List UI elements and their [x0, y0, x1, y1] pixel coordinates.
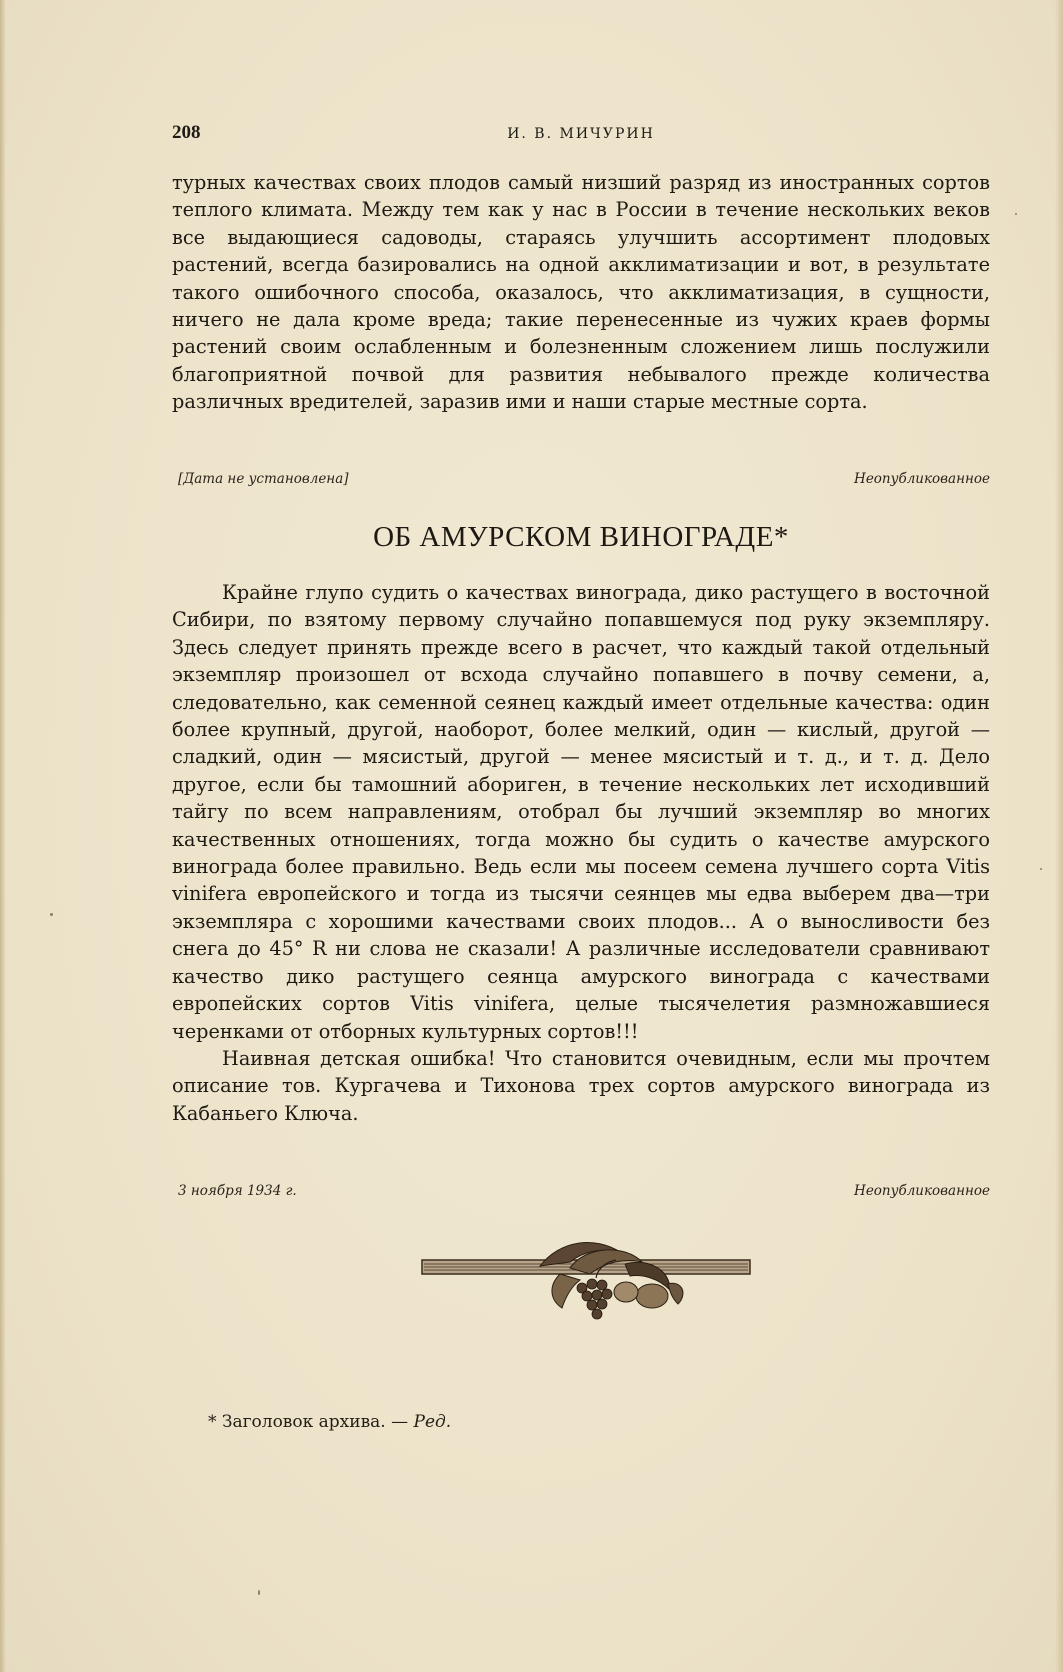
- footnote-text: * Заголовок архива. —: [208, 1412, 414, 1432]
- running-head-author: И. В. МИЧУРИН: [507, 126, 655, 142]
- entry2-body: [172, 579, 990, 1127]
- entry1-date: [Дата не установлена]: [178, 471, 349, 487]
- page-edge-right: [1055, 0, 1063, 1672]
- entry2-paragraph-2: Наивная детская ошибка! Что становится очевидным, если мы прочтем описание тов. Кургачева и Тихонова трех сортов амурского винограда из Кабаньего Ключа.: [172, 1046, 990, 1125]
- paper-speck: [1040, 868, 1042, 870]
- page-number: 208: [172, 122, 201, 143]
- running-head: [172, 120, 990, 150]
- entry2-status: Неопубликованное: [854, 1183, 990, 1199]
- section-title: ОБ АМУРСКОМ ВИНОГРАДЕ*: [373, 521, 789, 553]
- entry1-meta: [172, 471, 990, 495]
- entry1-status: Неопубликованное: [854, 471, 990, 487]
- entry1-paragraph: турных качествах своих плодов самый низший разряд из иностранных сортов теплого климата. Между тем как у нас в России в течение нескольких веков все выдающиеся садоводы, стараясь улучшить ассортимент плодовых растений, всегда базировались на одной акклиматизации и вот, в результате такого ошибочного способа, оказалось, что акклиматизация, в сущности, ничего не дала кроме вреда; такие перенесенные из чужих краев формы растений своим ослабленным и болезненным сложением лишь послужили благоприятной почвой для развития небывалого прежде количества различных вредителей, заразив ими и наши старые местные сорта.: [172, 171, 990, 414]
- paper-speck: [1015, 213, 1017, 215]
- footnote: [208, 1412, 451, 1432]
- entry1-body: [172, 169, 990, 416]
- entry2-meta: [172, 1183, 990, 1207]
- footnote-editor: Ред.: [413, 1412, 452, 1432]
- entry2-paragraph-1: Крайне глупо судить о качествах винограда, дико растущего в восточной Сибири, по взятому первому случайно попавшемуся под руку экземпляру. Здесь следует принять прежде всего в расчет, что каждый такой отдельный экземпляр произошел от всхода случайно попавшего в почву семени, а, следовательно, как семенной сеянец каждый имеет отдельные качества: один более крупный, другой, наоборот, более мелкий, один — кислый, другой — сладкий, один — мясистый, другой — менее мясистый и т. д., и т. д. Дело другое, если бы тамошний абориген, в течение нескольких лет исходивший тайгу по всем направлениям, отобрал бы лучший экземпляр во многих качественных отношениях, тогда можно бы судить о качестве амурского винограда более правильно. Ведь если мы посеем семена лучшего сорта Vitis vinifera европейского и тогда из тысячи сеянцев мы едва выберем два—три экземпляра с хорошими качествами своих плодов... А о выносливости без снега до 45° R ни слова не сказали! А различные исследователи сравнивают качество дико растущего сеянца амурского винограда с качествами европейских сортов Vitis vinifera, целые тысячелетия размножавшиеся черенками от отборных культурных сортов!!!: [172, 581, 990, 1043]
- entry2-date: 3 ноября 1934 г.: [178, 1183, 297, 1199]
- grape-vine-ornament-icon: [420, 1238, 752, 1322]
- paper-speck: [258, 1590, 260, 1595]
- paper-speck: [50, 913, 53, 916]
- page-edge-left: [0, 0, 6, 1672]
